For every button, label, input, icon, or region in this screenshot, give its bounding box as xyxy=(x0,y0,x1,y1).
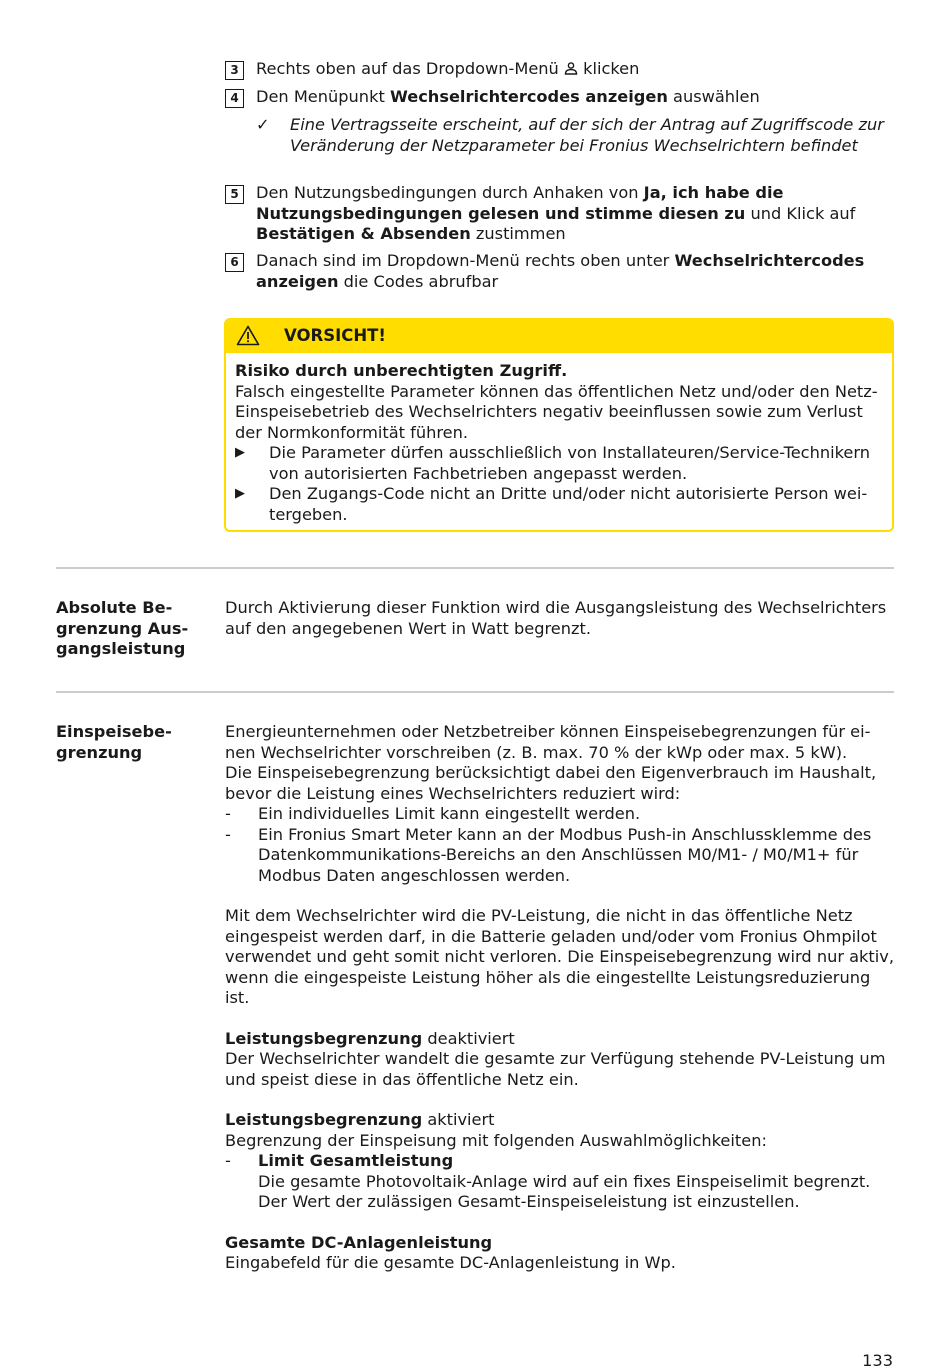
paragraph: Der Wechselrichter wandelt die gesamte zur Verfügung stehende PV-Leistung um und speist diese in das öffentliche Netz ein. xyxy=(225,1049,886,1089)
step-text: Den Menüpunkt xyxy=(256,87,390,106)
step-text-end: zustimmen xyxy=(470,224,566,243)
caution-bullet xyxy=(235,443,885,484)
step-text: Danach sind im Dropdown-Menü rechts oben unter xyxy=(256,251,675,270)
step-6 xyxy=(225,251,895,292)
step-text: Rechts oben auf das Dropdown-Menü xyxy=(256,59,564,78)
arrow-bullet-icon: ▶ xyxy=(235,445,245,460)
step-number: 5 xyxy=(225,185,244,204)
list-item xyxy=(225,804,895,825)
caution-bullet-text: Den Zugangs-Code nicht an Dritte und/oder nicht autorisierte Person weitergeben. xyxy=(269,484,868,524)
step-result xyxy=(256,115,896,156)
paragraph: Die Einspeisebegrenzung berücksichtigt dabei den Eigenverbrauch im Haushalt, bevor die Leistung eines Wechselrichters reduziert wird: xyxy=(225,763,877,803)
caution-box xyxy=(224,318,894,532)
setting-heading xyxy=(225,1110,895,1131)
check-icon: ✓ xyxy=(256,115,270,134)
caution-header xyxy=(226,320,892,353)
option-description: Die gesamte Photovoltaik-Anlage wird auf ein fixes Einspeiselimit begrenzt. Der Wert der zulässigen Gesamt-Einspeiseleistung ist einzustellen. xyxy=(258,1171,871,1211)
list-item-text: Ein Fronius Smart Meter kann an der Modbus Push-in Anschlussklemme des Datenkommunikations-Bereichs an den Anschlüssen M0/M1- / M0/M1+ für Modbus Daten angeschlossen werden. xyxy=(258,824,872,885)
step-4 xyxy=(225,87,895,108)
step-number: 4 xyxy=(225,89,244,108)
list-item xyxy=(225,1151,895,1172)
paragraph: Mit dem Wechselrichter wird die PV-Leistung, die nicht in das öffentliche Netz eingespeist werden darf, in die Batterie geladen und/oder vom Fronius Ohmpilot verwendet und geht somit nicht verloren. Die Einspeisebegrenzung wird nur aktiv, wenn die eingespeiste Leistung höher als die eingestellte Leistungsreduzierung ist. xyxy=(225,906,894,1007)
step-text-end: auswählen xyxy=(667,87,760,106)
caution-bullet-text: Die Parameter dürfen ausschließlich von Installateuren/Service-Technikern von autorisierten Fachbetrieben angepasst werden. xyxy=(269,443,870,483)
section-heading-absolute-limit: Absolute Begrenzung Ausgangsleistung xyxy=(56,598,189,658)
checkbox-label: Ja, ich habe die Nutzungsbedingungen gelesen und stimme diesen zu xyxy=(256,183,784,223)
caution-text: Falsch eingestellte Parameter können das öffentlichen Netz und/oder den Netz-Einspeisebetrieb des Wechselrichters negativ beeinflussen sowie zum Verlust der Normkonformität führen. xyxy=(235,381,878,442)
field-title-text: Gesamte DC-Anlagenleistung xyxy=(225,1232,493,1252)
menu-item-name: Wechselrichtercodes anzeigen xyxy=(389,87,668,106)
result-text: Eine Vertragsseite erscheint, auf der sich der Antrag auf Zugriffscode zur Veränderung der Netzparameter bei Fronius Wechselrichtern befindet xyxy=(290,115,884,155)
paragraph: Energieunternehmen oder Netzbetreiber können Einspeisebegrenzungen für einen Wechselrichter vorschreiben (z. B. max. 70 % der kWp oder max. 5 kW). xyxy=(225,722,871,762)
button-name: Bestätigen & Absenden xyxy=(256,224,471,243)
arrow-bullet-icon: ▶ xyxy=(235,486,245,501)
field-title xyxy=(225,1233,895,1254)
section-divider xyxy=(56,691,894,693)
setting-state: aktiviert xyxy=(422,1110,495,1129)
step-3 xyxy=(225,59,895,80)
setting-name: Leistungsbegrenzung xyxy=(225,1028,423,1048)
paragraph: Begrenzung der Einspeisung mit folgenden Auswahlmöglichkeiten: xyxy=(225,1130,767,1150)
paragraph: Eingabefeld für die gesamte DC-Anlagenleistung in Wp. xyxy=(225,1253,676,1272)
option-title: Limit Gesamtleistung xyxy=(258,1151,454,1170)
step-number: 3 xyxy=(225,61,244,80)
section-divider xyxy=(56,567,894,569)
page-number: 133 xyxy=(862,1351,893,1370)
dash-bullet: - xyxy=(225,804,231,823)
caution-bullet xyxy=(235,484,885,525)
dash-bullet: - xyxy=(225,824,231,844)
section-heading-feed-in-limit: Einspeisebegrenzung xyxy=(56,722,172,762)
section-text-absolute-limit: Durch Aktivierung dieser Funktion wird die Ausgangsleistung des Wechselrichters auf den angegebenen Wert in Watt begrenzt. xyxy=(225,598,887,638)
setting-name: Leistungsbegrenzung xyxy=(225,1110,423,1129)
menu-item-name: Wechselrichtercodes anzeigen xyxy=(256,251,865,291)
list-item-text: Ein individuelles Limit kann eingestellt werden. xyxy=(258,804,641,823)
step-5 xyxy=(225,183,895,245)
dash-bullet: - xyxy=(225,1151,231,1170)
section-body-feed-in-limit xyxy=(225,722,895,1274)
setting-heading xyxy=(225,1029,895,1050)
step-text-mid: und Klick auf xyxy=(745,203,856,223)
list-item xyxy=(225,825,895,887)
caution-label: VORSICHT! xyxy=(284,326,386,345)
step-text: Den Nutzungsbedingungen durch Anhaken von xyxy=(256,183,644,202)
step-text-end: die Codes abrufbar xyxy=(338,271,499,291)
user-icon xyxy=(564,59,578,78)
setting-state: deaktiviert xyxy=(422,1028,515,1048)
step-number: 6 xyxy=(225,253,244,272)
warning-icon xyxy=(236,325,260,352)
caution-title: Risiko durch unberechtigten Zugriff. xyxy=(235,361,568,380)
step-text-end: klicken xyxy=(577,59,640,78)
